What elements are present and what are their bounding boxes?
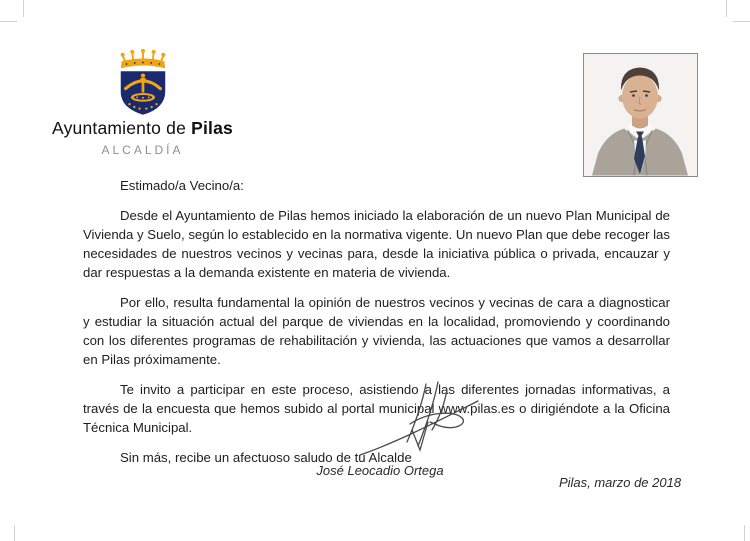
coat-of-arms-icon	[113, 49, 173, 117]
crop-mark-top-left-vertical	[23, 0, 24, 17]
crown-icon	[121, 49, 166, 68]
crop-mark-top-right-horizontal	[733, 21, 750, 22]
mayor-photo	[583, 53, 698, 177]
crop-mark-top-right-vertical	[726, 0, 727, 17]
paragraph-3: Te invito a participar en este proceso, asistiendo a las diferentes jornadas informativas, a través de la encuesta que hemos subido al portal municipal www.pilas.es o dirigiéndote a la Oficina Técnica Municipal.	[83, 382, 670, 435]
crop-mark-top-left-horizontal	[0, 21, 17, 22]
crop-mark-bottom-right-vertical	[744, 525, 745, 541]
organization-name-bold: Pilas	[191, 118, 233, 138]
department-label: ALCALDÍA	[101, 143, 184, 157]
crop-mark-bottom-left-vertical	[14, 525, 15, 541]
signer-name: José Leocadio Ortega	[316, 463, 444, 478]
handwritten-signature	[352, 378, 484, 460]
paragraph-2: Por ello, resulta fundamental la opinión de nuestros vecinos y vecinas de cara a diagnosticar y estudiar la situación actual del parque de viviendas en la localidad, promoviendo y coordinando con los diferentes programas de rehabilitación y vivienda, las actuaciones que vamos a desarrollar en Pilas próximamente.	[83, 295, 670, 367]
paragraph-1: Desde el Ayuntamiento de Pilas hemos iniciado la elaboración de un nuevo Plan Municipal de Vivienda y Suelo, según lo establecido en la normativa vigente. Un nuevo Plan que debe recoger las necesidades de nuestros vecinos y vecinas para, desde la iniciativa pública o privada, encauzar y dar respuestas a la demanda existente en materia de vivienda.	[83, 208, 670, 280]
salutation: Estimado/a Vecino/a:	[120, 178, 244, 193]
place-date: Pilas, marzo de 2018	[558, 475, 682, 490]
organization-name-regular: Ayuntamiento de	[52, 118, 187, 138]
mayor-portrait-illustration	[584, 54, 697, 176]
organization-name	[40, 118, 245, 138]
closing-line: Sin más, recibe un afectuoso saludo de tu Alcalde	[120, 450, 412, 465]
